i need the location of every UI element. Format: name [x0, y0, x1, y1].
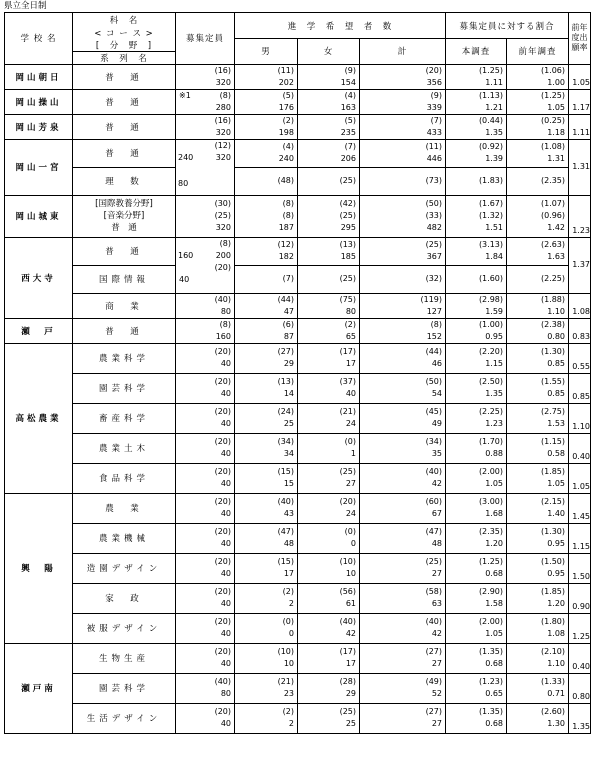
subject-name: 食品科学: [73, 463, 176, 493]
subject-name: 商 業: [73, 293, 176, 318]
subject-name: 造園デザイン: [73, 553, 176, 583]
header-applicants: 進 学 希 望 者 数: [235, 13, 446, 39]
table-row: 食品科学 (20) 40 (15) 15 (25) 27 (40) 42 (2.00) 1.05 (1.85) 1.05 1.05: [5, 463, 591, 493]
table-row: 興 陽 農 業 (20) 40 (40) 43 (20) 24 (60) 67 (3.00) 1.68 (2.15) 1.40 1.45: [5, 493, 591, 523]
subject-name: 農業機械: [73, 523, 176, 553]
subject-name: 農業科学: [73, 343, 176, 373]
header-subject-l2: < コ ー ス >: [73, 27, 176, 39]
subject-name: 普 通: [73, 114, 176, 139]
header-this-survey: 本調査: [446, 39, 507, 65]
table-row: 岡山一宮 普 通 (12) 240 320 80 (4) 240 (7) 206 (11) 446 (0.92) 1.39 (1.08) 1.31 1.31: [5, 139, 591, 167]
subject-name: 理 数: [73, 167, 176, 195]
school-name: 岡山朝日: [5, 64, 73, 89]
header-total: 計: [360, 39, 446, 65]
header-ratio: 募集定員に対する割合: [446, 13, 569, 39]
subject-name: 普 通: [73, 318, 176, 343]
subject-name: 家 政: [73, 583, 176, 613]
header-capacity: 募集定員: [176, 13, 235, 65]
header-subject-l1: 科 名: [73, 13, 176, 27]
school-name: 高松農業: [5, 343, 73, 493]
header-male: 男: [235, 39, 298, 65]
table-row: 瀬戸南 生物生産 (20) 40 (10) 10 (17) 17 (27) 27 (1.35) 0.68 (2.10) 1.10 0.40: [5, 643, 591, 673]
subject-name: 普 通: [73, 139, 176, 167]
subject-name: 園芸科学: [73, 373, 176, 403]
school-name: 岡山芳泉: [5, 114, 73, 139]
table-row: 岡山操山 普 通 ※1 (8) 280 (5) 176 (4) 163 (9) 339 (1.13) 1.21 (1.25) 1.05 1.17: [5, 89, 591, 114]
table-row: 畜産科学 (20) 40 (24) 25 (21) 24 (45) 49 (2.25) 1.23 (2.75) 1.53 1.10: [5, 403, 591, 433]
table-row: 理 数 (48) (25) (73) (1.83) (2.35): [5, 167, 591, 195]
school-name: 興 陽: [5, 493, 73, 643]
subject-name: 園芸科学: [73, 673, 176, 703]
subject-name: 農業土木: [73, 433, 176, 463]
applicant-table: [4, 12, 591, 734]
table-row: 農業機械 (20) 40 (47) 48 (0) 0 (47) 48 (2.35) 1.20 (1.30) 0.95 1.15: [5, 523, 591, 553]
school-name: 瀬 戸: [5, 318, 73, 343]
table-caption: 県立全日制: [4, 1, 47, 11]
table-row: 岡山城東 [国際教養分野] [音楽分野] 普 通 (30) (25) 320 (8) (8) 187 (42) (25) 295 (50) (33) 482 (1.67) (1.32) 1.51 (1.07) (0.96) 1.42 1.23: [5, 195, 591, 237]
table-row: 園芸科学 (40) 80 (21) 23 (28) 29 (49) 52 (1.23) 0.65 (1.33) 0.71 0.80: [5, 673, 591, 703]
school-name: 岡山一宮: [5, 139, 73, 195]
school-name: 西大寺: [5, 237, 73, 318]
table-row: 農業土木 (20) 40 (34) 34 (0) 1 (34) 35 (1.70) 0.88 (1.15) 0.58 0.40: [5, 433, 591, 463]
table-row: 岡山芳泉 普 通 (16) 320 (2) 198 (5) 235 (7) 433 (0.44) 1.35 (0.25) 1.18 1.11: [5, 114, 591, 139]
subject-name: 生物生産: [73, 643, 176, 673]
table-row: 高松農業 農業科学 (20) 40 (27) 29 (17) 17 (44) 46 (2.20) 1.15 (1.30) 0.85 0.55: [5, 343, 591, 373]
header-female: 女: [298, 39, 360, 65]
school-name: 瀬戸南: [5, 643, 73, 733]
school-name: 岡山城東: [5, 195, 73, 237]
table-row: 家 政 (20) 40 (2) 2 (56) 61 (58) 63 (2.90) 1.58 (1.85) 1.20 0.90: [5, 583, 591, 613]
subject-name: 生活デザイン: [73, 703, 176, 733]
table-row: 商 業 (40) 80 (44) 47 (75) 80 (119) 127 (2.98) 1.59 (1.88) 1.10 1.08: [5, 293, 591, 318]
table-row: 瀬 戸 普 通 (8) 160 (6) 87 (2) 65 (8) 152 (1.00) 0.95 (2.38) 0.80 0.83: [5, 318, 591, 343]
subject-name: [音楽分野]: [103, 211, 145, 221]
table-row: 造園デザイン (20) 40 (15) 17 (10) 10 (25) 27 (1.25) 0.68 (1.50) 0.95 1.50: [5, 553, 591, 583]
subject-name: 国際情報: [73, 265, 176, 293]
table-row: 岡山朝日 普 通 (16) 320 (11) 202 (9) 154 (20) 356 (1.25) 1.11 (1.06) 1.00 1.05: [5, 64, 591, 89]
subject-name: 普 通: [73, 64, 176, 89]
subject-name: 普 通: [111, 223, 137, 233]
table-row: 園芸科学 (20) 40 (13) 14 (37) 40 (50) 54 (2.50) 1.35 (1.55) 0.85 0.85: [5, 373, 591, 403]
header-prev-ratio: 前年度出願率: [569, 13, 591, 65]
subject-name: 畜産科学: [73, 403, 176, 433]
table-row: 国際情報 (7) (25) (32) (1.60) (2.25): [5, 265, 591, 293]
header-last-year: 前年調査: [507, 39, 569, 65]
header-subject-l4: 系 列 名: [73, 51, 176, 64]
subject-name: 普 通: [73, 89, 176, 114]
table-row: 西大寺 普 通 (8) 160 200 (20) 40 (12) 182 (13) 185 (25) 367 (3.13) 1.84 (2.63) 1.63 1.37: [5, 237, 591, 265]
subject-name: [国際教養分野]: [95, 199, 153, 209]
subject-name: 農 業: [73, 493, 176, 523]
school-name: 岡山操山: [5, 89, 73, 114]
subject-name: 普 通: [73, 237, 176, 265]
table-row: 生活デザイン (20) 40 (2) 2 (25) 25 (27) 27 (1.35) 0.68 (2.60) 1.30 1.35: [5, 703, 591, 733]
table-row: 被服デザイン (20) 40 (0) 0 (40) 42 (40) 42 (2.00) 1.05 (1.80) 1.08 1.25: [5, 613, 591, 643]
header-school: 学 校 名: [5, 13, 73, 65]
header-subject-l3: [ 分 野 ]: [73, 39, 176, 52]
subject-name: 被服デザイン: [73, 613, 176, 643]
